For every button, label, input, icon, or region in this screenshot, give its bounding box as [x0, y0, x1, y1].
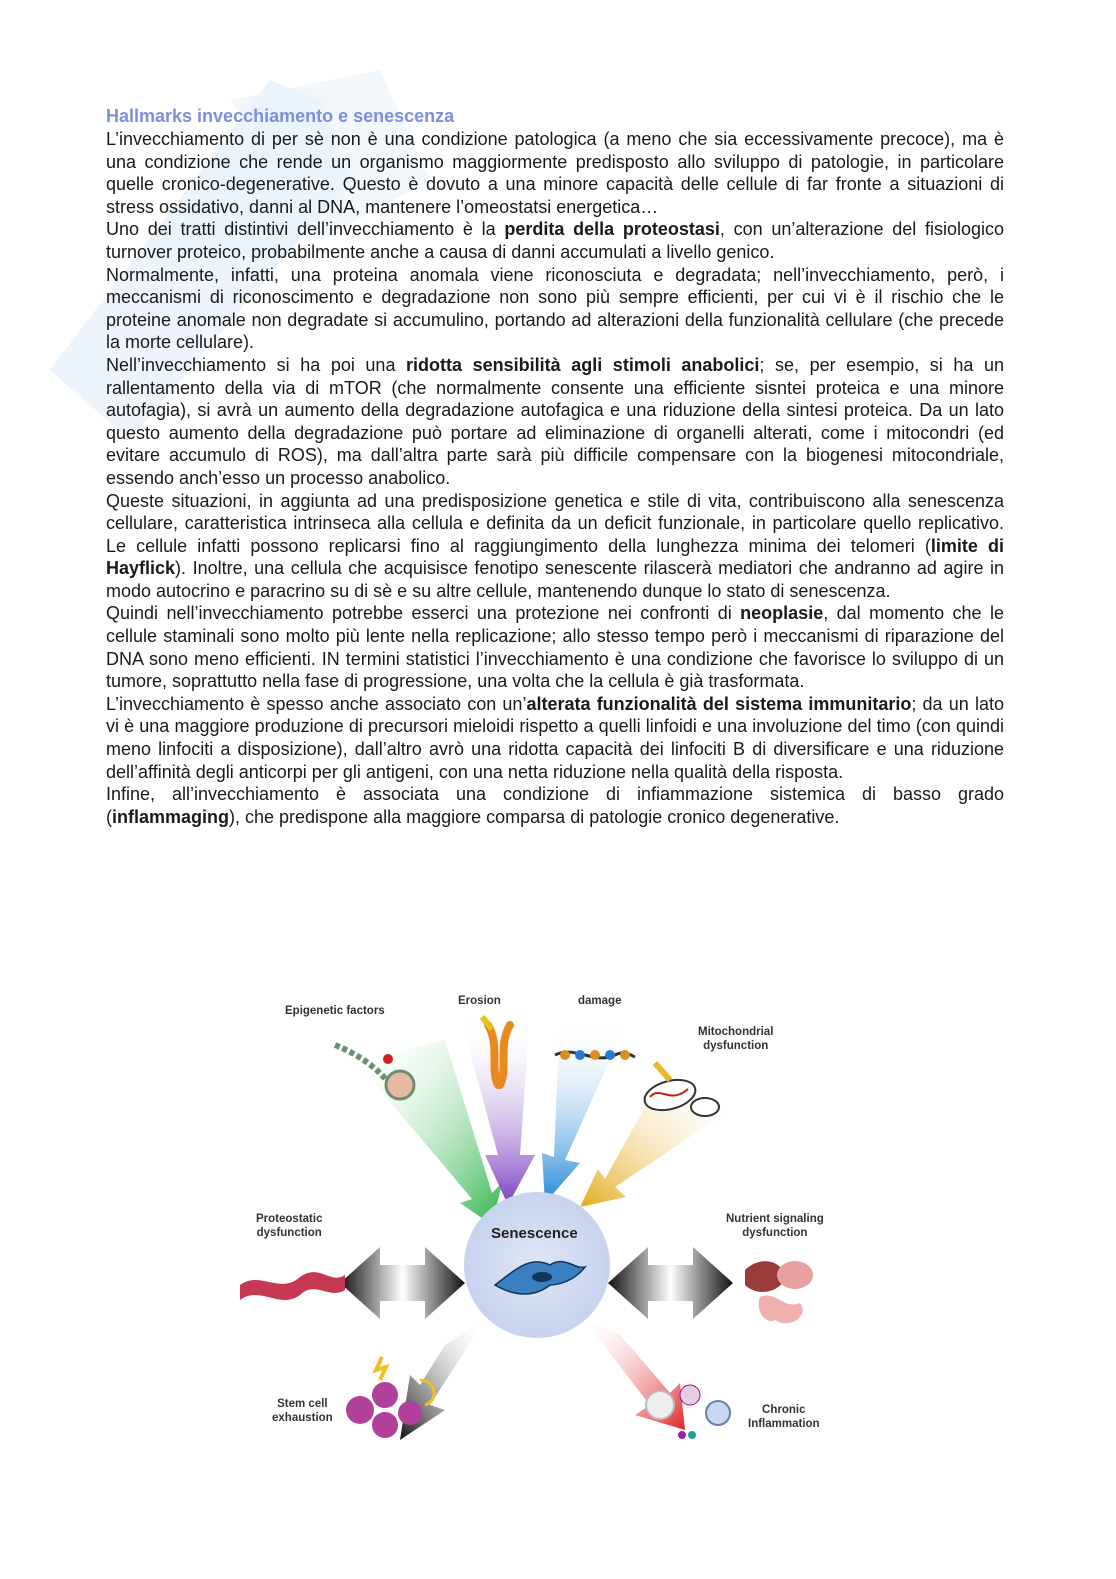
paragraph	[106, 693, 1004, 783]
bold-term: perdita della proteostasi	[504, 219, 720, 240]
text-segment: ; se, per esempio, si ha un rallentamento della via di mTOR (che normalmente consente una efficiente sisntei proteica e una minore autofagia), si avrà un aumento della degradazione autofagica e una riduzione della sintesi proteica. Da un lato questo aumento della degradazione può portare ad eliminazione di organelli alterati, come i mitocondri (ed evitare accumulo di ROS), ma dall’altra parte sarà più difficile compensare con la biogenesi mitocondriale, essendo anch’esso un processo anabolico.	[106, 354, 1004, 488]
label-erosion: Erosion	[458, 995, 501, 1007]
text-segment: , con un’alterazione del fisiologico turnover proteico, probabilmente anche a causa di danni accumulati a livello genico.	[106, 219, 1004, 262]
inflammation-icon	[646, 1385, 730, 1439]
label-chronic-line1: Chronic	[762, 1404, 806, 1416]
paragraph	[106, 354, 1004, 490]
label-stem-cell	[272, 1397, 333, 1425]
text-segment: ; da un lato vi è una maggiore produzione di precursori mieloidi rispetto a quelli linfoidi e una involuzione del timo (con quindi meno linfociti a disposizione), dall’altro avrò una ridotta capacità dei linfociti B di diversificare e una riduzione dell’affinità degli anticorpi per gli antigeni, con una netta riduzione nella qualità della risposta.	[106, 693, 1005, 782]
double-arrow-left	[340, 1247, 465, 1319]
text-segment: , dal momento che le cellule staminali sono molto più lente nella replicazione; allo stesso tempo però i meccanismi di riparazione del DNA sono meno efficienti. IN termini statistici l’invecchiamento è una condizione che favorisce lo sviluppo di un tumore, soprattutto nella fase di progressione, una volta che la cellula è già trasformata.	[106, 603, 1004, 692]
label-epigenetic: Epigenetic factors	[285, 1005, 385, 1017]
label-proteostatic-line1: Proteostatic	[256, 1213, 323, 1225]
bold-term: ridotta sensibilità agli stimoli anabolici	[406, 354, 760, 375]
text-segment: L’invecchiamento di per sè non è una condizione patologica (a meno che sia eccessivamente precoce), ma è una condizione che rende un organismo maggiormente predisposto allo sviluppo di patologie, in particolare quelle cronico-degenerative. Questo è dovuto a una minore capacità delle cellule di far fronte a situazioni di stress ossidativo, danni al DNA, mantenere l’omeostatsi energetica…	[106, 129, 1004, 217]
paragraph	[106, 602, 1004, 692]
paragraph	[106, 783, 1004, 828]
paragraph	[106, 128, 1004, 218]
label-stem-cell-line1: Stem cell	[277, 1398, 328, 1410]
text-segment: ), che predispone alla maggiore comparsa di patologie cronico degenerative.	[229, 806, 840, 827]
label-chronic-line2: Inflammation	[748, 1418, 820, 1430]
paragraphs	[106, 128, 1004, 828]
text-segment: Uno dei tratti distintivi dell’invecchiamento è la	[106, 219, 505, 240]
label-damage: damage	[578, 995, 622, 1007]
label-nutrient-line1: Nutrient signaling	[726, 1213, 824, 1225]
double-arrow-right	[608, 1247, 733, 1319]
label-nutrient	[726, 1212, 824, 1240]
document-title: Hallmarks invecchiamento e senescenza	[106, 106, 455, 126]
text-segment: L’invecchiamento è spesso anche associato con un’	[106, 693, 527, 714]
bold-term: limite di Hayflick	[106, 535, 1004, 579]
document-body	[106, 104, 1004, 828]
paragraph	[106, 264, 1004, 354]
label-proteostatic	[256, 1212, 322, 1240]
text-segment: Normalmente, infatti, una proteina anomala viene riconosciuta e degradata; nell’invecchiamento, però, i meccanismi di riconoscimento e degradazione non sono più sempre efficienti, per cui vi è il rischio che le proteine anomale non degradate si accumulino, portando ad alterazioni della funzionalità cellulare (che precede la morte cellulare).	[106, 264, 1004, 353]
label-nutrient-line2: dysfunction	[742, 1227, 808, 1239]
text-segment: Quindi nell’invecchiamento potrebbe esserci una protezione nei confronti di	[106, 603, 741, 624]
label-chronic	[748, 1403, 820, 1431]
text-segment: Nell’invecchiamento si ha poi una	[106, 354, 407, 375]
senescence-label: Senescence	[491, 1225, 578, 1242]
proteostatic-icon	[240, 1272, 345, 1300]
bold-term: inflammaging	[112, 806, 230, 827]
label-stem-cell-line2: exhaustion	[272, 1412, 333, 1424]
bold-term: neoplasie	[740, 603, 824, 624]
label-mitochondrial-line1: Mitochondrial	[698, 1026, 774, 1038]
paragraph	[106, 218, 1004, 263]
text-segment: ). Inoltre, una cellula che acquisisce fenotipo senescente rilascerà mediatori che andranno ad agire in modo autocrino e paracrino su di sè e su altre cellule, mantenendo dunque lo stato di senescenza.	[106, 558, 1004, 601]
text-segment: Infine, all’invecchiamento è associata una condizione di infiammazione sistemica di basso grado (	[106, 784, 1004, 827]
label-mitochondrial-line2: dysfunction	[703, 1040, 769, 1052]
paragraph	[106, 490, 1004, 603]
organs-icon	[745, 1261, 813, 1323]
text-segment: Queste situazioni, in aggiunta ad una predisposizione genetica e stile di vita, contribuiscono alla senescenza cellulare, caratteristica intrinseca alla cellula e definita da un deficit funzionale, in particolare quello replicativo. Le cellule infatti possono replicarsi fino al raggiungimento della lunghezza minima dei telomeri (	[106, 490, 1004, 556]
dna-icon	[555, 1050, 635, 1060]
bold-term: alterata funzionalità del sistema immunitario	[526, 693, 912, 714]
label-mitochondrial	[698, 1025, 773, 1053]
label-proteostatic-line2: dysfunction	[256, 1227, 322, 1239]
senescence-hallmarks-figure	[230, 985, 850, 1465]
